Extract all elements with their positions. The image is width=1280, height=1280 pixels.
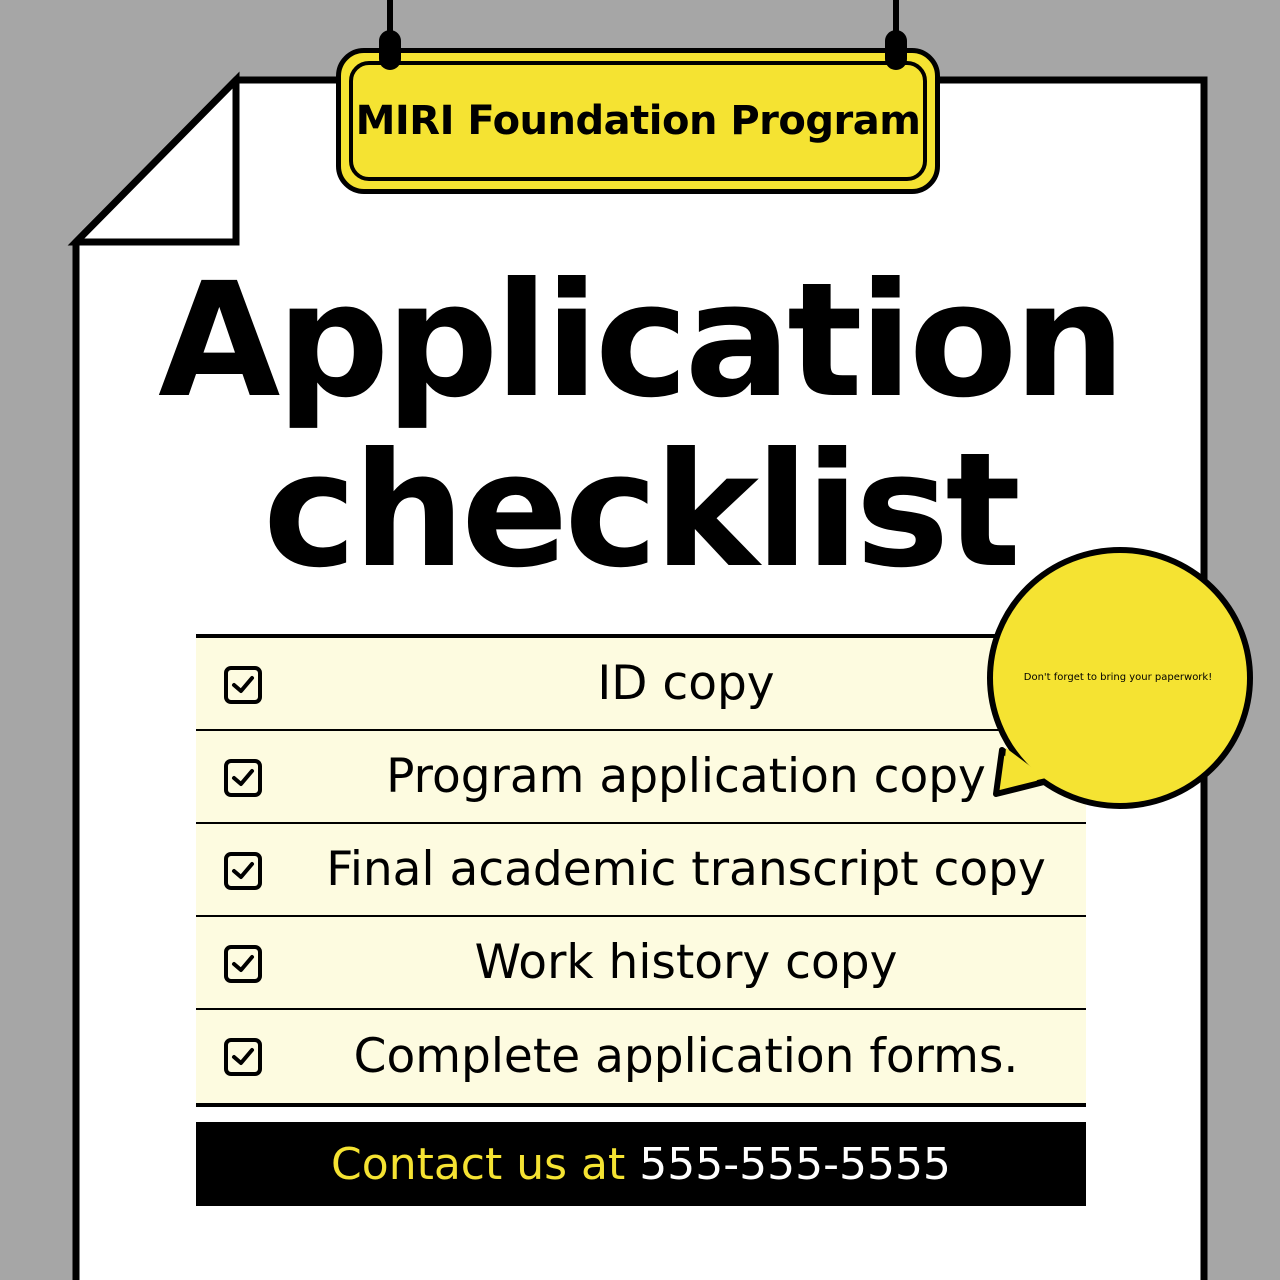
checklist-item-label: Program application copy [386, 749, 986, 804]
checkbox-checked-icon[interactable] [224, 1038, 262, 1076]
checklist-item-label: Complete application forms. [353, 1029, 1019, 1084]
speech-bubble [982, 544, 1254, 810]
checklist-item [196, 731, 1086, 824]
folded-corner [76, 80, 236, 242]
contact-prefix: Contact us at [331, 1138, 626, 1190]
checklist-item [196, 1010, 1086, 1103]
speech-bubble-text: Don't forget to bring your paperwork! [1023, 671, 1213, 683]
checkbox-checked-icon[interactable] [224, 666, 262, 704]
checklist-item [196, 824, 1086, 917]
sign-inner-border [349, 61, 927, 181]
checkbox-checked-icon[interactable] [224, 759, 262, 797]
contact-banner [196, 1122, 1086, 1206]
checklist-item [196, 917, 1086, 1010]
checkbox-checked-icon[interactable] [224, 852, 262, 890]
program-sign [336, 48, 940, 194]
contact-phone[interactable]: 555-555-5555 [639, 1138, 951, 1190]
checklist [196, 634, 1086, 1107]
sign-clip-right [885, 30, 907, 70]
checklist-item-label: Final academic transcript copy [326, 842, 1046, 897]
checklist-item-label: Work history copy [474, 935, 898, 990]
checklist-item [196, 638, 1086, 731]
checkbox-checked-icon[interactable] [224, 945, 262, 983]
page-title-line2: checklist [263, 419, 1017, 603]
sign-clip-left [379, 30, 401, 70]
checklist-item-label: ID copy [597, 656, 775, 711]
program-name: MIRI Foundation Program [355, 98, 921, 144]
page-title-line1: Application [158, 249, 1122, 433]
